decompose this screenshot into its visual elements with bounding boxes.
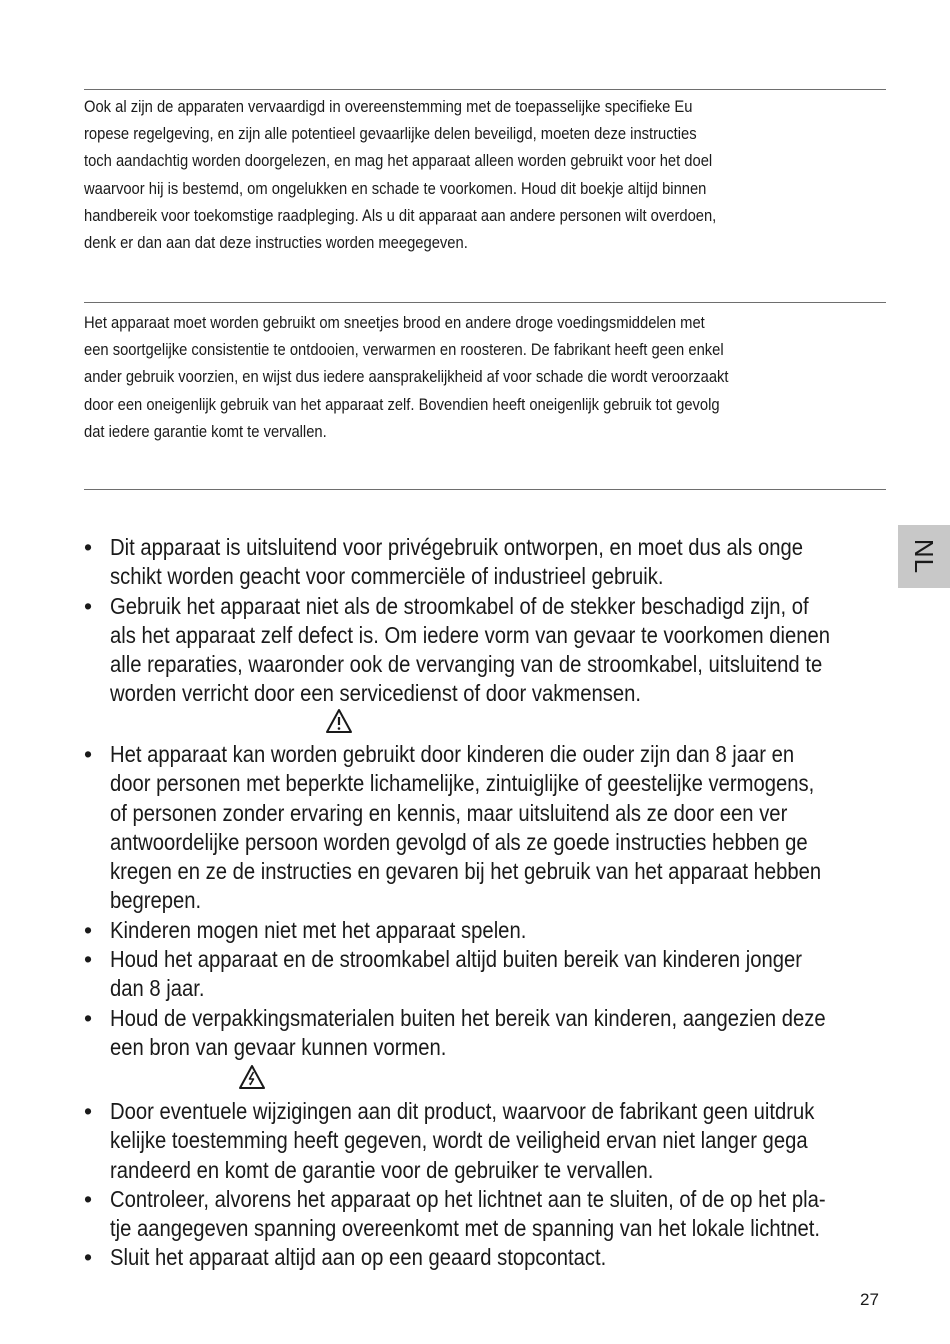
page-number: 27 bbox=[860, 1290, 879, 1309]
electric-hazard-icon bbox=[238, 1064, 266, 1090]
list-item bbox=[84, 945, 886, 1004]
bullet: • bbox=[84, 741, 93, 767]
text-line: begrepen. bbox=[110, 887, 202, 914]
warning-triangle-icon bbox=[325, 708, 353, 734]
list-item bbox=[84, 533, 886, 592]
safety-list-general bbox=[84, 533, 886, 709]
bullet: • bbox=[84, 916, 93, 943]
safety-list-children bbox=[84, 740, 886, 1062]
text-line: Gebruik het apparaat niet als de stroomkabel of de stekker beschadigd zijn, of bbox=[110, 592, 809, 619]
text-line: ropese regelgeving, en zijn alle potentieel gevaarlijke delen beveiligd, moeten deze instructies bbox=[84, 125, 697, 144]
list-item bbox=[84, 1243, 886, 1272]
text-line: dan 8 jaar. bbox=[110, 975, 205, 1002]
text-line: ander gebruik voorzien, en wijst dus iedere aansprakelijkheid af voor schade die wordt veroorzaakt bbox=[84, 368, 729, 387]
bullet: • bbox=[84, 592, 93, 619]
bullet: • bbox=[84, 1004, 93, 1031]
list-item bbox=[84, 1004, 886, 1063]
text-line: waarvoor hij is bestemd, om ongelukken en schade te voorkomen. Houd dit boekje altijd binnen bbox=[84, 179, 707, 198]
text-line: denk er dan aan dat deze instructies worden meegegeven. bbox=[84, 234, 468, 253]
text-line: kelijke toestemming heeft gegeven, wordt de veiligheid ervan niet langer gega bbox=[110, 1127, 808, 1154]
top-divider bbox=[84, 89, 886, 90]
list-item bbox=[84, 740, 886, 916]
text-line: kregen en ze de instructies en gevaren bij het gebruik van het apparaat hebben bbox=[110, 858, 822, 885]
text-line: een soortgelijke consistentie te ontdooien, verwarmen en roosteren. De fabrikant heeft geen enkel bbox=[84, 341, 724, 360]
text-line: Dit apparaat is uitsluitend voor privégebruik ontworpen, en moet dus als onge bbox=[110, 534, 804, 560]
text-line: toch aandachtig worden doorgelezen, en mag het apparaat alleen worden gebruikt voor het doel bbox=[84, 152, 713, 171]
language-tab bbox=[898, 525, 950, 588]
text-line: Controleer, alvorens het apparaat op het lichtnet aan te sluiten, of de op het pla- bbox=[110, 1185, 826, 1212]
text-line: Sluit het apparaat altijd aan op een geaard stopcontact. bbox=[110, 1244, 607, 1271]
safety-list-electrical bbox=[84, 1097, 886, 1273]
text-line: Houd de verpakkingsmaterialen buiten het bereik van kinderen, aangezien deze bbox=[110, 1004, 826, 1031]
text-line: door personen met beperkte lichamelijke, zintuiglijke of geestelijke vermogens, bbox=[110, 770, 815, 797]
bullet: • bbox=[84, 534, 93, 560]
bullet: • bbox=[84, 946, 93, 973]
bullet: • bbox=[84, 1185, 93, 1212]
text-line: een bron van gevaar kunnen vormen. bbox=[110, 1033, 447, 1060]
text-line: of personen zonder ervaring en kennis, maar uitsluitend als ze door een ver bbox=[110, 799, 788, 826]
intro-paragraph bbox=[84, 94, 885, 257]
bullet: • bbox=[84, 1244, 93, 1271]
text-line: worden verricht door een servicedienst of door vakmensen. bbox=[110, 680, 642, 707]
text-line: Ook al zijn de apparaten vervaardigd in overeenstemming met de toepasselijke specifieke Eu bbox=[84, 98, 693, 116]
text-line: Het apparaat kan worden gebruikt door kinderen die ouder zijn dan 8 jaar en bbox=[110, 741, 795, 767]
text-line: Kinderen mogen niet met het apparaat spelen. bbox=[110, 916, 527, 943]
text-line: dat iedere garantie komt te vervallen. bbox=[84, 422, 327, 441]
text-line: als het apparaat zelf defect is. Om iedere vorm van gevaar te voorkomen dienen bbox=[110, 621, 831, 648]
purpose-paragraph bbox=[84, 310, 885, 446]
text-line: handbereik voor toekomstige raadpleging. Als u dit apparaat aan andere personen wilt overdoen, bbox=[84, 206, 717, 225]
text-line: Door eventuele wijzigingen aan dit product, waarvoor de fabrikant geen uitdruk bbox=[110, 1098, 815, 1124]
section-divider bbox=[84, 489, 886, 490]
text-line: door een oneigenlijk gebruik van het apparaat zelf. Bovendien heeft oneigenlijk gebruik tot gevolg bbox=[84, 395, 720, 414]
text-line: Het apparaat moet worden gebruikt om sneetjes brood en andere droge voedingsmiddelen met bbox=[84, 314, 705, 332]
bullet: • bbox=[84, 1098, 93, 1124]
language-tab-label: NL bbox=[909, 538, 940, 575]
list-item bbox=[84, 916, 886, 945]
text-line: Houd het apparaat en de stroomkabel altijd buiten bereik van kinderen jonger bbox=[110, 946, 802, 973]
text-line: randeerd en komt de garantie voor de gebruiker te vervallen. bbox=[110, 1156, 654, 1183]
text-line: alle reparaties, waaronder ook de vervanging van de stroomkabel, uitsluitend te bbox=[110, 651, 823, 678]
section-divider bbox=[84, 302, 886, 303]
list-item bbox=[84, 1185, 886, 1244]
list-item bbox=[84, 592, 886, 709]
list-item bbox=[84, 1097, 886, 1185]
text-line: antwoordelijke persoon worden gevolgd of als ze goede instructies hebben ge bbox=[110, 828, 808, 855]
text-line: schikt worden geacht voor commerciële of industrieel gebruik. bbox=[110, 563, 664, 590]
text-line: tje aangegeven spanning overeenkomt met de spanning van het lokale lichtnet. bbox=[110, 1215, 821, 1242]
